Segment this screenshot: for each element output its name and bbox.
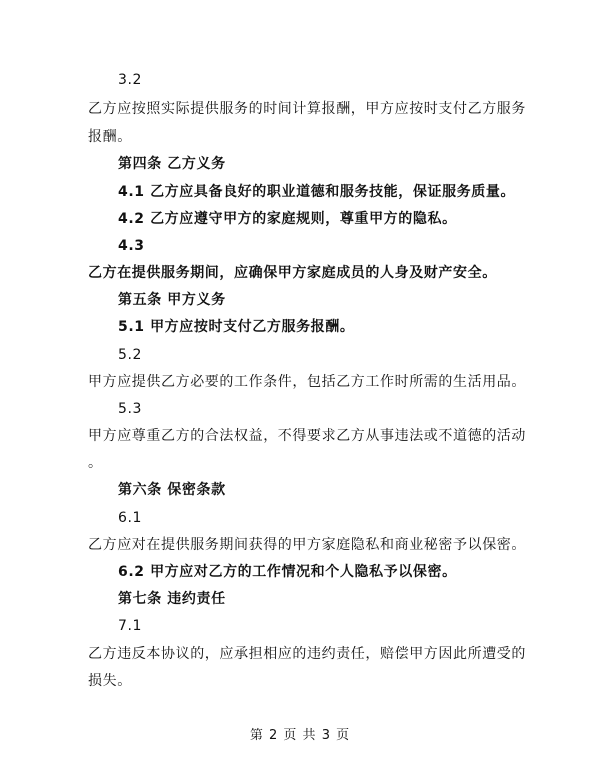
paragraph-line: 损失。 [88,673,132,689]
article-heading: 第五条 甲方义务 [118,292,226,308]
clause-number: 7.1 [118,618,143,634]
article-heading: 第四条 乙方义务 [118,156,226,172]
paragraph-line: 乙方违反本协议的，应承担相应的违约责任，赔偿甲方因此所遭受的 [88,646,526,662]
paragraph-line: 乙方在提供服务期间，应确保甲方家庭成员的人身及财产安全。 [88,265,497,281]
paragraph-line: 乙方应对在提供服务期间获得的甲方家庭隐私和商业秘密予以保密。 [88,537,526,553]
clause-number: 4.3 [118,238,145,254]
clause-line: 4.1 乙方应具备良好的职业道德和服务技能，保证服务质量。 [118,184,516,200]
clause-line: 5.1 甲方应按时支付乙方服务报酬。 [118,319,355,335]
article-heading: 第七条 违约责任 [118,591,226,607]
paragraph-line: 甲方应提供乙方必要的工作条件，包括乙方工作时所需的生活用品。 [88,374,526,390]
clause-number: 6.1 [118,510,143,526]
article-heading: 第六条 保密条款 [118,482,226,498]
clause-line: 4.2 乙方应遵守甲方的家庭规则，尊重甲方的隐私。 [118,211,457,227]
clause-number: 3.2 [118,72,143,88]
paragraph-line: 。 [88,455,103,471]
paragraph-line: 报酬。 [88,129,132,145]
page-footer: 第 2 页 共 3 页 [249,728,351,743]
clause-number: 5.3 [118,401,143,417]
clause-number: 5.2 [118,347,143,363]
paragraph-line: 乙方应按照实际提供服务的时间计算报酬，甲方应按时支付乙方服务 [88,101,526,117]
clause-line: 6.2 甲方应对乙方的工作情况和个人隐私予以保密。 [118,564,457,580]
paragraph-line: 甲方应尊重乙方的合法权益，不得要求乙方从事违法或不道德的活动 [88,428,526,444]
